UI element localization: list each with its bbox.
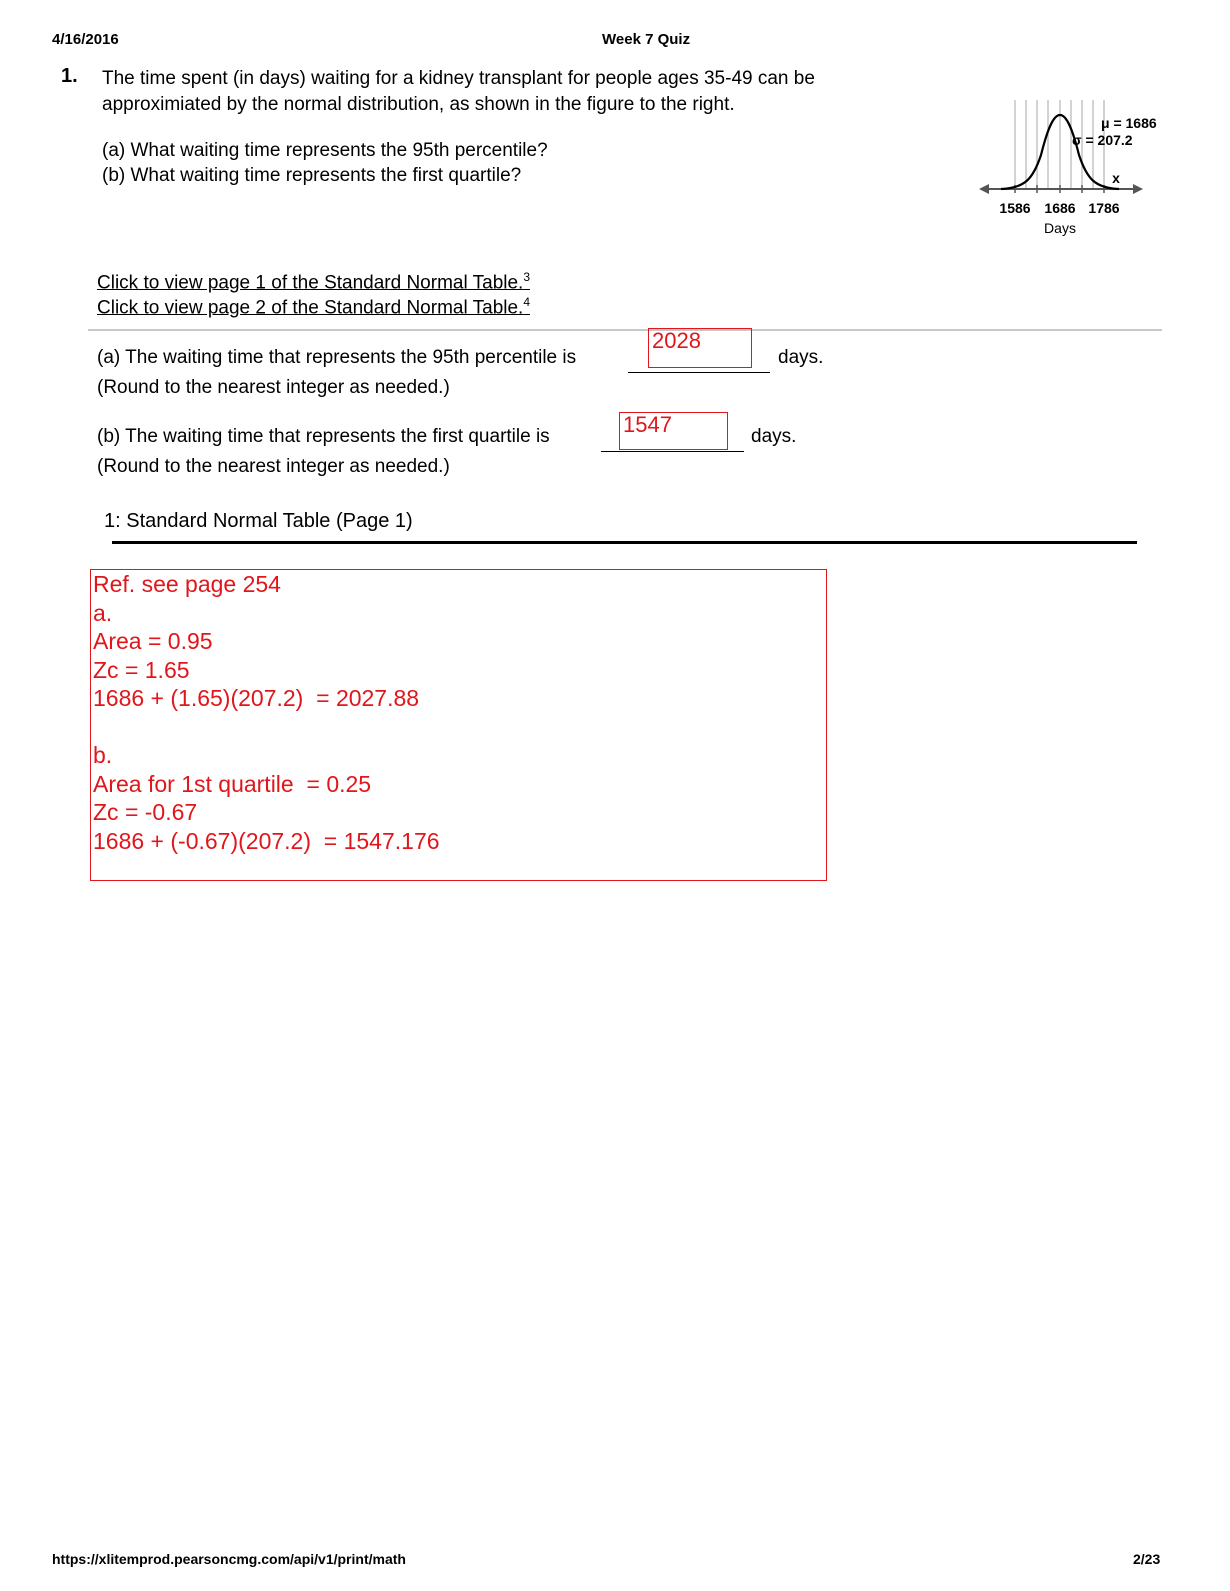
normal-distribution-figure: [975, 95, 1157, 240]
work-line: Area for 1st quartile = 0.25: [93, 770, 372, 797]
work-line: 1686 + (1.65)(207.2) = 2027.88: [93, 685, 420, 711]
x-variable-label: x: [1112, 170, 1120, 186]
question-intro-line1: The time spent (in days) waiting for a kidney transplant for people ages 35-49 can be: [102, 68, 815, 89]
header-title: Week 7 Quiz: [602, 31, 691, 48]
footnote-ref-3: 3: [523, 270, 531, 284]
table-section-title: 1: Standard Normal Table (Page 1): [104, 510, 413, 532]
mu-label: μ = 1686: [1101, 115, 1157, 131]
answer-a-note: (Round to the nearest integer as needed.): [97, 377, 450, 398]
section-divider: [88, 329, 1162, 331]
answer-b-note: (Round to the nearest integer as needed.): [97, 456, 450, 477]
footer-page-number: 2/23: [1133, 1551, 1161, 1567]
link-standard-normal-table-page2[interactable]: [97, 295, 530, 319]
link-standard-normal-table-page1[interactable]: [97, 270, 530, 294]
tick-label-1786: 1786: [1088, 200, 1120, 216]
link-text-page1[interactable]: Click to view page 1 of the Standard Normal Table.: [97, 272, 524, 294]
footnote-ref-4: 4: [523, 295, 531, 309]
axis-label-days: Days: [1044, 220, 1076, 236]
tick-label-1586: 1586: [999, 200, 1031, 216]
sigma-label: σ = 207.2: [1072, 132, 1133, 148]
link-text-page2[interactable]: Click to view page 2 of the Standard Normal Table.: [97, 297, 524, 319]
question-intro-line2: approximiated by the normal distribution, as shown in the figure to the right.: [102, 94, 735, 115]
axis-arrow-right: [1133, 184, 1143, 194]
footer-url: https://xlitemprod.pearsoncmg.com/api/v1/print/math: [52, 1551, 406, 1567]
work-line: a.: [93, 599, 113, 626]
answer-b-prefix: (b) The waiting time that represents the first quartile is: [97, 426, 550, 447]
question-part-a: (a) What waiting time represents the 95th percentile?: [102, 140, 548, 161]
work-line: [93, 713, 826, 742]
work-line: Zc = 1.65: [93, 656, 190, 683]
answer-a-value-box[interactable]: 2028: [648, 328, 752, 368]
tick-label-1686: 1686: [1044, 200, 1076, 216]
answer-b-suffix: days.: [751, 426, 797, 447]
axis-arrow-left: [979, 184, 989, 194]
header-date: 4/16/2016: [52, 31, 119, 48]
answer-a-suffix: days.: [778, 347, 824, 368]
question-number: 1.: [61, 65, 78, 87]
answer-a-prefix: (a) The waiting time that represents the 95th percentile is: [97, 347, 577, 368]
work-line: Area = 0.95: [93, 628, 213, 654]
solution-work-box: [90, 569, 827, 881]
table-section-rule: [112, 541, 1137, 544]
answer-b-value-box[interactable]: 1547: [619, 412, 728, 450]
work-line: Zc = -0.67: [93, 799, 198, 825]
question-part-b: (b) What waiting time represents the first quartile?: [102, 165, 522, 186]
work-line: b.: [93, 742, 113, 768]
work-line: 1686 + (-0.67)(207.2) = 1547.176: [93, 827, 440, 854]
work-line: Ref. see page 254: [93, 571, 281, 597]
